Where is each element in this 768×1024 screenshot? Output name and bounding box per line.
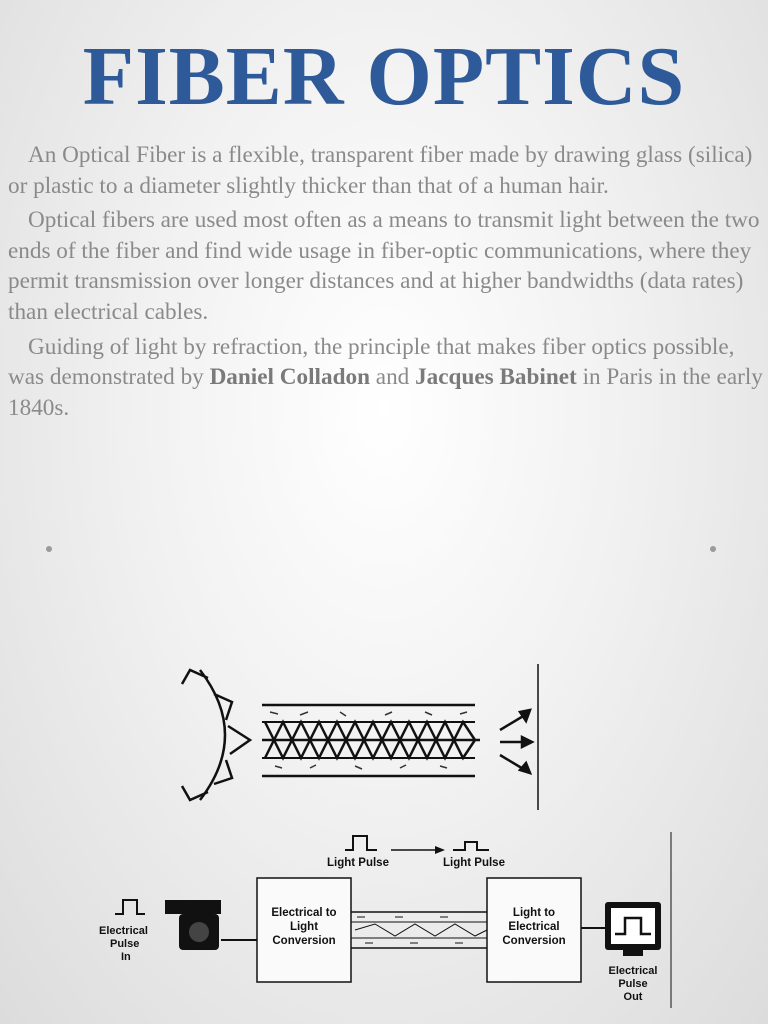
l2e-label-2: Electrical	[508, 921, 560, 933]
paragraph-definition: An Optical Fiber is a flexible, transparent fiber made by drawing glass (silica) or plastic to a diameter slightly thicker than that of a human hair.	[8, 142, 753, 199]
e2l-label-3: Conversion	[272, 935, 336, 947]
e2l-label-2: Light	[289, 921, 319, 933]
bullet-dot-right	[710, 546, 716, 552]
pulse-in-label-2: Pulse	[110, 938, 140, 950]
pulse-out-label-2: Pulse	[618, 978, 648, 990]
paragraph-usage: Optical fibers are used most often as a means to transmit light between the two ends of the fiber and find wide usage in fiber-optic communications, where they permit transmission over longer distances and at higher bandwidths (data rates) than electrical cables.	[8, 207, 760, 325]
pulse-out-label-1: Electrical	[608, 965, 658, 977]
history-text-end: in Paris in the early 1840s.	[8, 364, 763, 421]
electrical-pulse-in-symbol	[115, 900, 145, 914]
history-text-start: Guiding of light by refraction, the principle that makes fiber optics possible, was demonstrated by	[8, 333, 735, 391]
name-colladon: Daniel Colladon	[209, 364, 370, 391]
page-title: FIBER OPTICS	[82, 30, 686, 123]
paragraph-history	[8, 332, 764, 424]
pulse-in-label-1: Electrical	[99, 925, 148, 937]
history-text-and: and	[369, 364, 416, 391]
l2e-label-1: Light to	[512, 907, 556, 919]
monitor-icon	[605, 902, 661, 956]
light-pulse-out-symbol	[453, 842, 489, 850]
light-pulse-out-label: Light Pulse	[443, 857, 505, 869]
transmitter-device-icon	[165, 900, 221, 950]
communication-system-diagram	[95, 828, 685, 1018]
output-arrows	[500, 710, 532, 773]
light-pulse-in-label: Light Pulse	[327, 857, 389, 869]
fiber-cable	[262, 705, 480, 776]
fiber-propagation-diagram	[170, 660, 550, 815]
l2e-label-3: Conversion	[502, 935, 566, 947]
body-text	[8, 140, 764, 427]
pulse-out-label-3: Out	[623, 991, 643, 1003]
e2l-label-1: Electrical to	[271, 907, 337, 919]
bullet-dot-left	[46, 546, 52, 552]
name-babinet: Jacques Babinet	[415, 364, 577, 391]
fiber-link	[351, 912, 487, 948]
light-pulse-in-symbol	[345, 836, 377, 850]
light-source-shape	[182, 670, 250, 800]
pulse-in-label-3: In	[121, 951, 131, 963]
